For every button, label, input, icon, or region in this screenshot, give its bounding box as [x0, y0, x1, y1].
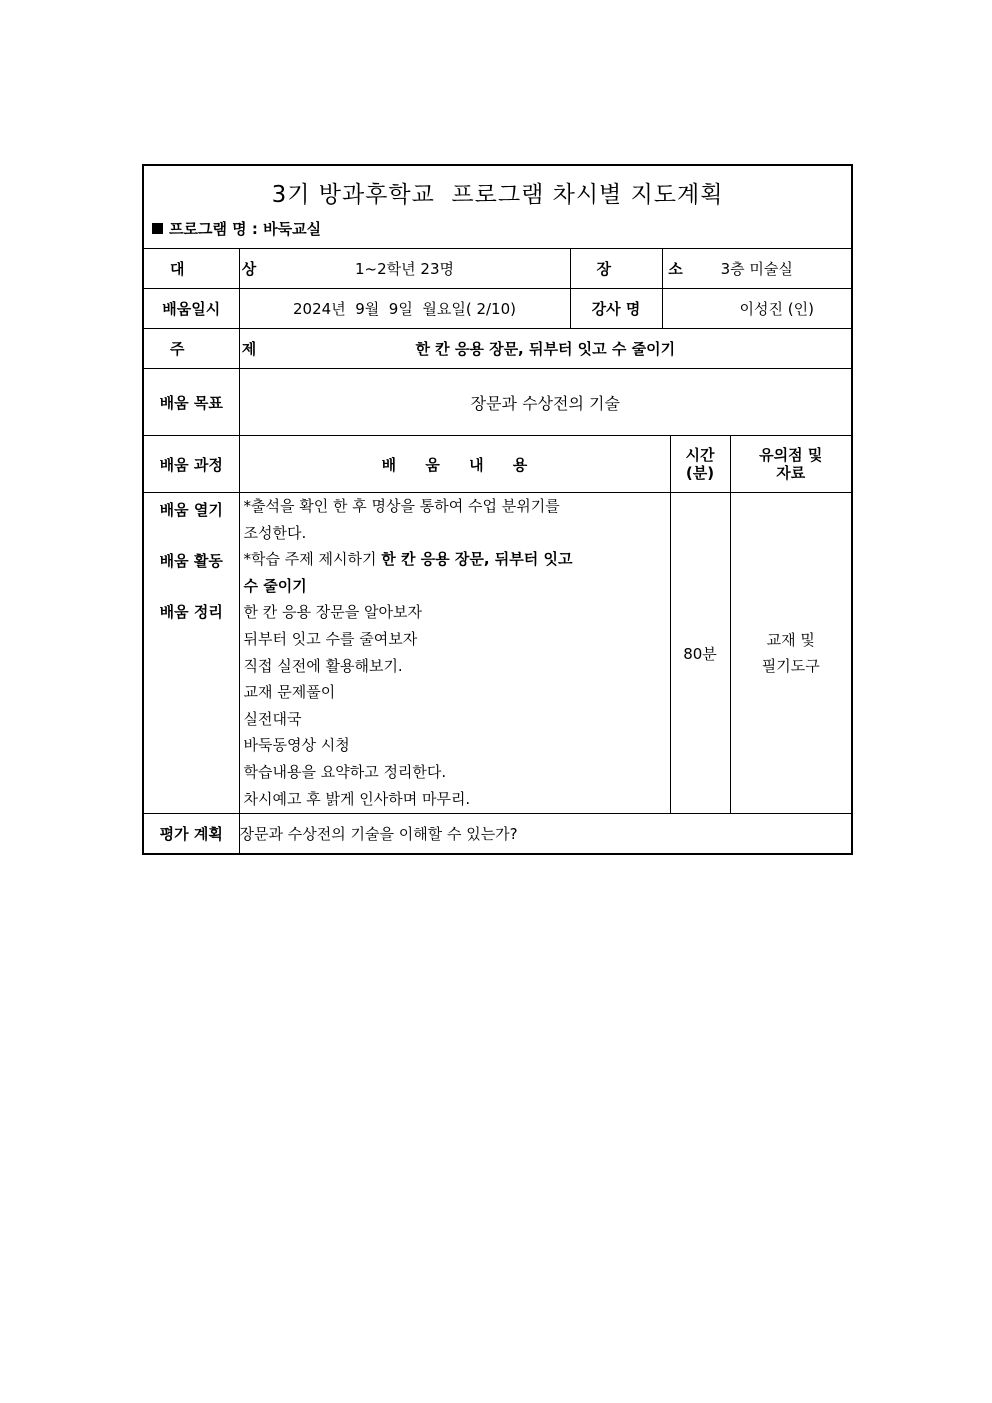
teacher-value: 이성진 (인) — [662, 289, 852, 329]
title-cell — [143, 165, 852, 249]
place-label: 장 소 — [570, 249, 662, 289]
process-label: 배움 과정 — [143, 436, 239, 493]
page-title: 3기 방과후학교 프로그램 차시별 지도계획 — [271, 182, 724, 208]
content-line: 수 줄이기 — [243, 576, 307, 595]
content-line: *학습 주제 제시하기 한 칸 응용 장문, 뒤부터 잇고 — [243, 550, 573, 569]
content-line: 바둑동영상 시청 — [243, 736, 350, 755]
content-header: 배 움 내 용 — [239, 436, 670, 493]
date-value: 2024년 9월 9일 월요일( 2/10) — [239, 289, 570, 329]
phase-closing: 배움 정리 — [159, 603, 223, 621]
content-line: 뒤부터 잇고 수를 줄여보자 — [243, 629, 418, 648]
target-value: 1~2학년 23명 — [239, 249, 570, 289]
phase-opening: 배움 열기 — [159, 501, 223, 519]
time-value: 80분 — [670, 493, 730, 814]
content-line: 교재 문제풀이 — [243, 683, 336, 702]
goal-value: 장문과 수상전의 기술 — [239, 369, 852, 436]
phase-column — [143, 493, 239, 814]
place-value: 3층 미술실 — [662, 249, 852, 289]
topic-label: 주 제 — [143, 329, 239, 369]
date-label: 배움일시 — [143, 289, 239, 329]
content-line: 차시예고 후 밝게 인사하며 마무리. — [243, 789, 471, 808]
content-column — [239, 493, 670, 814]
goal-label: 배움 목표 — [143, 369, 239, 436]
content-line: 실전대국 — [243, 709, 302, 728]
program-name: 프로그램 명 : 바둑교실 — [152, 218, 321, 239]
content-line: 조성한다. — [243, 523, 307, 542]
content-line: 직접 실전에 활용해보기. — [243, 656, 403, 675]
lesson-plan-table — [142, 164, 853, 855]
time-header: 시간 (분) — [670, 436, 730, 493]
evaluation-value: 장문과 수상전의 기술을 이해할 수 있는가? — [239, 814, 852, 855]
square-bullet-icon — [152, 223, 163, 234]
phase-activity: 배움 활동 — [159, 552, 223, 570]
content-line: 학습내용을 요약하고 정리한다. — [243, 762, 447, 781]
note-header: 유의점 및 자료 — [730, 436, 852, 493]
content-line: *출석을 확인 한 후 명상을 통하여 수업 분위기를 — [243, 497, 560, 515]
target-label: 대 상 — [143, 249, 239, 289]
evaluation-label: 평가 계획 — [143, 814, 239, 855]
content-line: 한 칸 응용 장문을 알아보자 — [243, 603, 422, 622]
topic-value: 한 칸 응용 장문, 뒤부터 잇고 수 줄이기 — [239, 329, 852, 369]
teacher-label: 강사 명 — [570, 289, 662, 329]
note-value: 교재 및 필기도구 — [730, 493, 852, 814]
